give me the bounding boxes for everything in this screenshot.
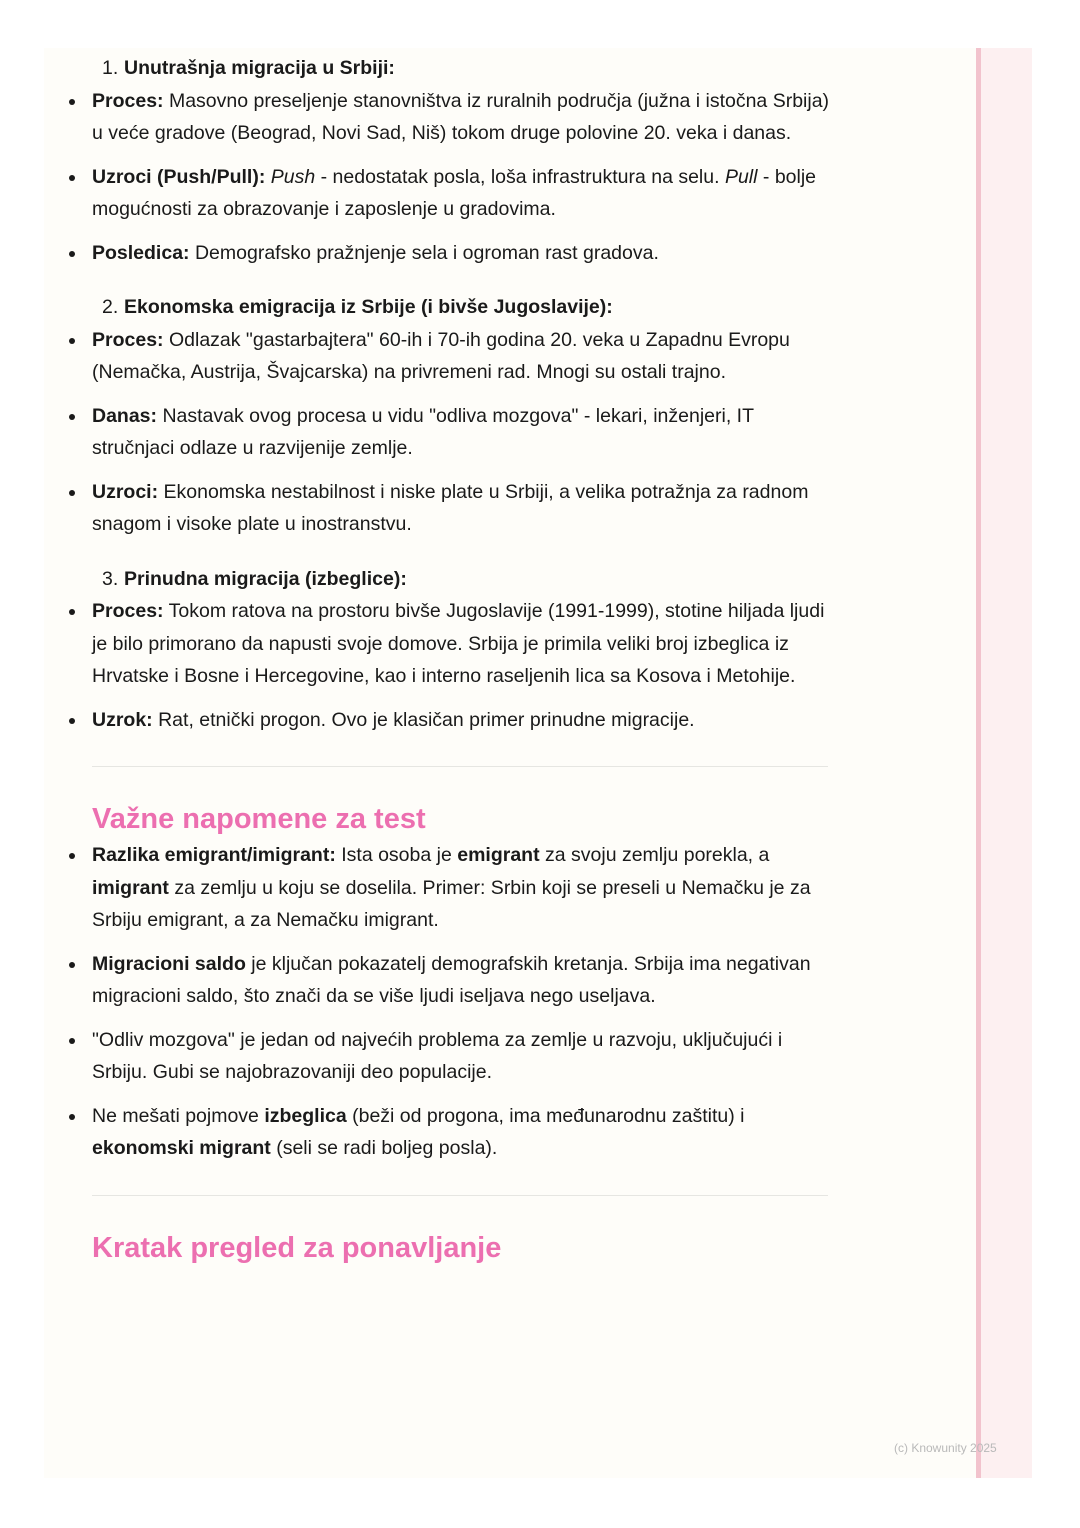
bullet-text: Ekonomska nestabilnost i niske plate u Srbiji, a velika potražnja za radnom snagom i visoke plate u inostranstvu. [92, 480, 809, 535]
list-item [92, 948, 832, 1013]
note-label: Migracioni saldo [92, 952, 246, 975]
bullet-text: Odlazak "gastarbajtera" 60-ih i 70-ih godina 20. veka u Zapadnu Evropu (Nemačka, Austrija, Švajcarska) na privremeni rad. Mnogi su ostali trajno. [92, 328, 790, 383]
list-item [92, 1100, 832, 1165]
note-text: za svoju zemlju porekla, a [539, 844, 770, 866]
list-item [92, 704, 832, 737]
section-internal-migration [92, 52, 832, 269]
note-text: (seli se radi boljeg posla). [270, 1137, 498, 1159]
bullet-label: Posledica: [92, 241, 190, 264]
section-title: Unutrašnja migracija u Srbiji: [124, 57, 395, 79]
section-title: Prinudna migracija (izbeglice): [124, 567, 407, 590]
list-item [92, 476, 832, 541]
note-label: Razlika emigrant/imigrant: [92, 844, 336, 866]
bullet-list [92, 324, 832, 541]
push-term: Push [270, 165, 316, 188]
section-economic-emigration [92, 291, 832, 541]
term-izbeglica: izbeglica [264, 1104, 347, 1127]
bullet-text: Masovno preseljenje stanovništva iz ruralnih područja (južna i istočna Srbija) u veće gradove (Beograd, Novi Sad, Niš) tokom druge polovine 20. veka i danas. [92, 89, 830, 144]
pull-term: Pull [724, 165, 758, 188]
list-item [92, 839, 832, 937]
section-number: 2. [102, 296, 119, 318]
section-forced-migration [92, 563, 832, 737]
divider [92, 1195, 828, 1196]
bullet-text: Nastavak ovog procesa u vidu "odliva mozgova" - lekari, inženjeri, IT stručnjaci odlaze u razvijenije zemlje. [92, 404, 754, 459]
bullet-list [92, 85, 832, 270]
note-text: (beži od progona, ima međunarodnu zaštitu) i [346, 1104, 745, 1127]
bullet-label: Uzroci: [92, 480, 159, 503]
margin-band [976, 48, 1032, 1478]
bullet-list [92, 595, 832, 736]
bullet-text: Tokom ratova na prostoru bivše Jugoslavije (1991-1999), stotine hiljada ljudi je bilo primorano da napusti svoje domove. Srbija je primila veliki broj izbeglica iz Hrvatske i Bosne i Hercegovine, kao i interno raseljenih lica sa Kosova i Metohije. [92, 600, 825, 687]
watermark: (c) Knowunity 2025 [894, 1441, 997, 1455]
notes-heading: Važne napomene za test [92, 803, 426, 835]
bullet-label: Danas: [92, 404, 158, 427]
list-item [92, 595, 832, 693]
note-text: Ista osoba je [335, 844, 458, 866]
list-item [92, 85, 832, 150]
bullet-label: Proces: [92, 89, 164, 112]
term-imigrant: imigrant [92, 876, 169, 899]
bullet-text: Rat, etnički progon. Ovo je klasičan primer prinudne migracije. [158, 708, 695, 731]
term-emigrant: emigrant [457, 844, 540, 866]
bullet-label: Uzroci (Push/Pull): [92, 165, 266, 188]
section-number: 1. [102, 57, 119, 79]
note-text: Ne mešati pojmove [92, 1104, 265, 1127]
document-content [92, 52, 832, 1268]
note-text: je ključan pokazatelj demografskih kretanja. Srbija ima negativan migracioni saldo, što znači da se više ljudi iseljava nego useljava. [92, 952, 811, 1007]
section-number: 3. [102, 567, 119, 590]
note-text: "Odliv mozgova" je jedan od najvećih problema za zemlje u razvoju, uključujući i Srbiju. Gubi se najobrazovaniji deo populacije. [92, 1028, 783, 1083]
list-item [92, 161, 832, 226]
note-text: za zemlju u koju se doselila. Primer: Srbin koji se preseli u Nemačku je za Srbiju emigrant, a za Nemačku imigrant. [92, 876, 811, 931]
margin-line [976, 48, 981, 1478]
review-heading: Kratak pregled za ponavljanje [92, 1231, 502, 1264]
term-ekonomski-migrant: ekonomski migrant [92, 1137, 271, 1159]
bullet-label: Proces: [92, 600, 164, 622]
section-heading [92, 291, 832, 324]
section-heading [92, 563, 832, 596]
list-item [92, 1024, 832, 1089]
list-item [92, 400, 832, 465]
bullet-text: - bolje mogućnosti za obrazovanje i zaposlenje u gradovima. [92, 165, 817, 220]
section-heading [92, 52, 832, 85]
list-item [92, 324, 832, 389]
bullet-label: Proces: [92, 328, 164, 351]
list-item [92, 237, 832, 270]
section-title: Ekonomska emigracija iz Srbije (i bivše Jugoslavije): [124, 296, 613, 318]
bullet-label: Uzrok: [92, 708, 153, 731]
notes-list [92, 839, 832, 1165]
bullet-text: - nedostatak posla, loša infrastruktura na selu. [315, 165, 725, 188]
divider [92, 766, 828, 767]
bullet-text: Demografsko pražnjenje sela i ogroman rast gradova. [194, 241, 659, 264]
